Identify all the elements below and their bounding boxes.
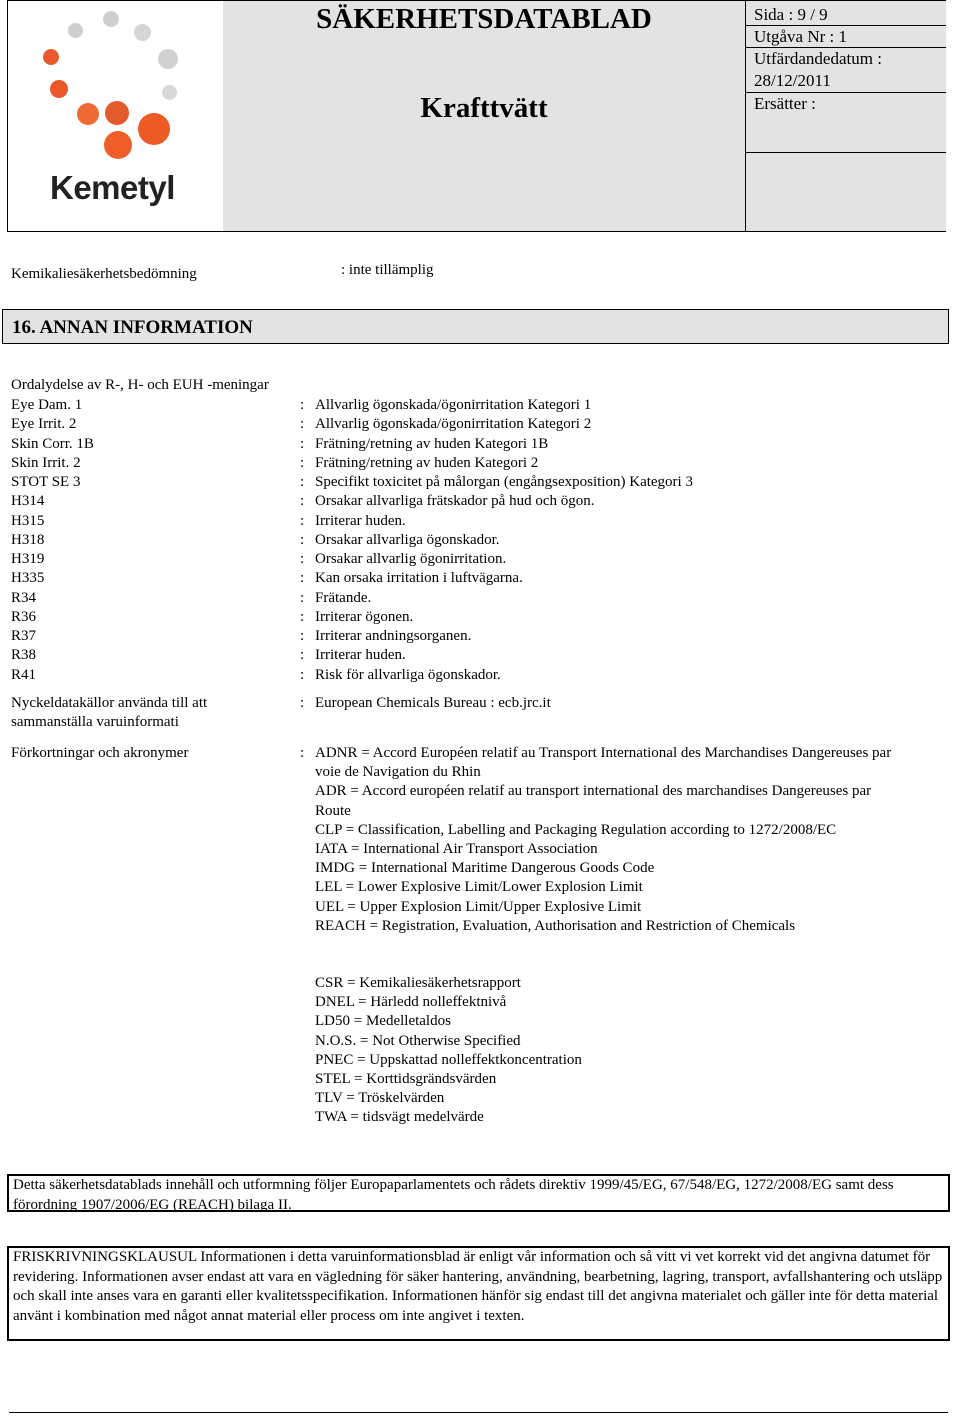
- phrase-colon: :: [300, 647, 305, 664]
- phrase-text: Irriterar ögonen.: [315, 608, 414, 625]
- abbreviation-line: UEL = Upper Explosion Limit/Upper Explosive Limit: [315, 898, 642, 915]
- phrase-text: Frätning/retning av huden Kategori 2: [315, 454, 539, 471]
- version-number: Utgåva Nr : 1: [754, 27, 848, 46]
- meta-cell: [745, 1, 946, 231]
- phrase-text: Orsakar allvarlig ögonirritation.: [315, 551, 507, 567]
- phrase-text: Irriterar andningsorganen.: [315, 628, 472, 644]
- title-cell: [223, 1, 745, 231]
- compliance-text: Detta säkerhetsdatablads innehåll och utformning följer Europaparlamentets och rådets direktiv 1999/45/EG, 67/548/EG, 1272/2008/EG samt dess förordning 1907/2006/EG (REACH) bilaga II.: [13, 1177, 894, 1213]
- logo-text: Kemetyl: [50, 169, 175, 206]
- phrase-text: Irriterar huden.: [315, 647, 406, 664]
- abbreviation-line: CLP = Classification, Labelling and Packaging Regulation according to 1272/2008/EC: [315, 821, 837, 838]
- chem-safety-label: Kemikaliesäkerhetsbedömning: [11, 266, 197, 282]
- section-title: 16. ANNAN INFORMATION: [12, 317, 253, 338]
- abbreviation-line: voie de Navigation du Rhin: [315, 764, 481, 781]
- phrase-colon: :: [300, 493, 305, 510]
- phrase-code: H335: [11, 570, 45, 587]
- phrase-text: Orsakar allvarliga frätskador på hud och ögon.: [315, 493, 595, 510]
- abbreviation-line: TLV = Tröskelvärden: [315, 1090, 445, 1107]
- page-number: Sida : 9 / 9: [754, 5, 828, 24]
- phrase-text: Allvarlig ögonskada/ögonirritation Kategori 2: [315, 416, 592, 433]
- abbreviation-line: CSR = Kemikaliesäkerhetsrapport: [315, 975, 521, 991]
- phrase-colon: :: [300, 570, 305, 587]
- compliance-box: [7, 1174, 950, 1212]
- phrase-colon: :: [300, 628, 305, 644]
- phrase-colon: :: [300, 474, 305, 490]
- phrase-text: Risk för allvarliga ögonskador.: [315, 666, 501, 683]
- abbreviation-line: ADNR = Accord Européen relatif au Transport International des Marchandises Dangereuses par: [315, 745, 892, 761]
- phrase-colon: :: [300, 608, 305, 625]
- phrase-code: Eye Irrit. 2: [11, 416, 77, 433]
- phrase-colon: :: [300, 454, 305, 471]
- abbreviation-line: Route: [315, 802, 351, 819]
- phrase-colon: :: [300, 589, 305, 606]
- phrase-colon: :: [300, 435, 305, 452]
- abbreviation-line: ADR = Accord européen relatif au transport international des marchandises Dangereuses par: [315, 783, 872, 800]
- abbreviation-line: DNEL = Härledd nolleffektnivå: [315, 994, 507, 1011]
- phrase-code: H319: [11, 551, 45, 567]
- sources-label-line-2: sammanställa varuinformati: [11, 714, 179, 730]
- phrase-code: STOT SE 3: [11, 474, 81, 490]
- disclaimer-text: FRISKRIVNINGSKLAUSUL Informationen i detta varuinformationsblad är enligt vår information och så vitt vi vet korrekt vid det angivna datumet för revidering. Informationen avser endast att vara en vägledning för säker hantering, användning, bearbetning, lagring, transport, avfallshantering och utsläpp och skall inte anses vara en garanti eller kvalitetsspecifikation. Informationen hänför sig endast till det angivna materialet och gäller inte för detta material använt i kombination med något annat material eller process om inte angivet i texten.: [13, 1249, 943, 1324]
- document-header: [7, 0, 946, 232]
- phrase-text: Orsakar allvarliga ögonskador.: [315, 531, 500, 548]
- sources-label-line-1: Nyckeldatakällor använda till att: [11, 695, 208, 711]
- logo-cell: [8, 1, 224, 231]
- phrase-colon: :: [300, 397, 305, 413]
- phrase-colon: :: [300, 531, 305, 548]
- issue-date: 28/12/2011: [754, 71, 831, 90]
- phrase-colon: :: [300, 512, 305, 529]
- footer-divider: [9, 1412, 948, 1413]
- phrase-text: Kan orsaka irritation i luftvägarna.: [315, 570, 523, 587]
- chem-safety-value: : inte tillämplig: [341, 262, 434, 278]
- abbreviation-line: STEL = Korttidsgrändsvärden: [315, 1071, 497, 1087]
- phrase-text: Specifikt toxicitet på målorgan (engångsexposition) Kategori 3: [315, 474, 693, 490]
- abbreviation-line: IATA = International Air Transport Association: [315, 841, 598, 857]
- phrase-code: Skin Irrit. 2: [11, 454, 81, 471]
- phrase-code: H318: [11, 531, 45, 548]
- phrase-colon: :: [300, 666, 305, 683]
- phrase-text: Frätande.: [315, 589, 372, 606]
- phrase-colon: :: [300, 551, 305, 567]
- phrase-colon: :: [300, 416, 305, 433]
- sources-value: European Chemicals Bureau : ecb.jrc.it: [315, 695, 551, 711]
- abbreviation-line: N.O.S. = Not Otherwise Specified: [315, 1032, 521, 1049]
- abbreviation-line: IMDG = International Maritime Dangerous Goods Code: [315, 860, 655, 877]
- section-heading: [2, 309, 949, 344]
- phrase-code: Eye Dam. 1: [11, 397, 83, 413]
- abbreviation-line: LEL = Lower Explosive Limit/Lower Explosion Limit: [315, 879, 643, 896]
- abbreviation-line: REACH = Registration, Evaluation, Authorisation and Restriction of Chemicals: [315, 917, 796, 934]
- phrase-code: R37: [11, 628, 37, 644]
- phrase-code: R34: [11, 589, 37, 606]
- document-title: SÄKERHETSDATABLAD: [316, 3, 652, 35]
- phrase-code: R41: [11, 666, 37, 683]
- phrase-code: H314: [11, 493, 45, 510]
- abbreviation-line: PNEC = Uppskattad nolleffektkoncentration: [315, 1051, 582, 1068]
- abbreviation-line: LD50 = Medelletaldos: [315, 1013, 451, 1030]
- phrase-text: Irriterar huden.: [315, 512, 406, 529]
- disclaimer-box: [7, 1246, 950, 1341]
- product-name: Krafttvätt: [420, 92, 548, 124]
- replaces-label: Ersätter :: [754, 94, 816, 113]
- abbr-label: Förkortningar och akronymer: [11, 745, 189, 761]
- phrase-code: R38: [11, 647, 37, 664]
- phrase-code: R36: [11, 608, 37, 625]
- abbreviation-line: TWA = tidsvägt medelvärde: [315, 1109, 484, 1126]
- abbr-colon: :: [300, 745, 305, 761]
- phrase-text: Allvarlig ögonskada/ögonirritation Kategori 1: [315, 397, 592, 413]
- phrase-code: H315: [11, 512, 45, 529]
- issue-date-label: Utfärdandedatum :: [754, 49, 882, 68]
- phrase-code: Skin Corr. 1B: [11, 435, 94, 452]
- phrase-text: Frätning/retning av huden Kategori 1B: [315, 435, 549, 452]
- wording-heading: Ordalydelse av R-, H- och EUH -meningar: [11, 377, 269, 393]
- sources-colon: :: [300, 695, 305, 711]
